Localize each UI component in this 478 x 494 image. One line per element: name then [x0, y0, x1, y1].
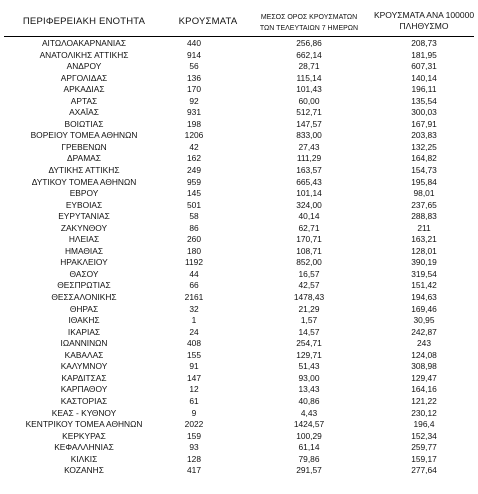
per-100k-cell: 390,19 — [411, 257, 437, 268]
average-cell: 21,29 — [298, 303, 320, 314]
average-cell: 42,57 — [298, 280, 320, 291]
average-cell: 291,57 — [296, 465, 322, 476]
region-cell: ΔΥΤΙΚΗΣ ΑΤΤΙΚΗΣ — [48, 165, 120, 176]
region-cell: ΙΚΑΡΙΑΣ — [67, 326, 101, 337]
average-cell: 40,14 — [298, 211, 320, 222]
region-cell: ΘΑΣΟΥ — [69, 268, 99, 279]
table-row — [0, 361, 478, 373]
average-cell: 16,57 — [298, 268, 320, 279]
cases-cell: 66 — [189, 280, 199, 291]
average-cell: 324,00 — [296, 199, 322, 210]
header-avg-line2: ΤΩΝ ΤΕΛΕΥΤΑΙΩΝ 7 ΗΜΕΡΩΝ — [259, 25, 359, 32]
header-per-line1: ΚΡΟΥΣΜΑΤΑ ΑΝΑ 100000 — [373, 10, 475, 20]
cases-cell: 501 — [187, 199, 201, 210]
table-row — [0, 234, 478, 246]
per-100k-cell: 30,95 — [413, 315, 435, 326]
average-cell: 79,86 — [298, 453, 320, 464]
table-row — [0, 292, 478, 304]
cases-cell: 145 — [187, 188, 201, 199]
table-row — [0, 96, 478, 108]
average-cell: 256,86 — [296, 38, 322, 48]
region-cell: ΑΧΑΪΑΣ — [69, 107, 99, 118]
cases-cell: 914 — [187, 49, 201, 60]
per-100k-cell: 308,98 — [411, 361, 437, 372]
header-per-line2: ΠΛΗΘΥΣΜΟ — [399, 21, 449, 31]
table-row — [0, 130, 478, 142]
average-cell: 60,00 — [298, 95, 320, 106]
average-cell: 101,43 — [296, 84, 322, 95]
average-cell: 662,14 — [296, 49, 322, 60]
cases-cell: 2022 — [184, 419, 204, 430]
per-100k-cell: 208,73 — [411, 38, 437, 48]
table-row — [0, 153, 478, 165]
average-cell: 1,57 — [300, 315, 318, 326]
per-100k-cell: 243 — [417, 338, 431, 349]
cases-cell: 12 — [189, 384, 199, 395]
per-100k-cell: 259,77 — [411, 442, 437, 453]
per-100k-cell: 98,01 — [413, 188, 435, 199]
cases-cell: 198 — [187, 118, 201, 129]
region-cell: ΒΟΙΩΤΙΑΣ — [64, 118, 104, 129]
cases-cell: 408 — [187, 338, 201, 349]
region-cell: ΒΟΡΕΙΟΥ ΤΟΜΕΑ ΑΘΗΝΩΝ — [30, 130, 138, 141]
cases-cell: 56 — [189, 61, 199, 72]
table-row — [0, 396, 478, 408]
cases-cell: 147 — [187, 372, 201, 383]
region-cell: ΑΝΑΤΟΛΙΚΗΣ ΑΤΤΙΚΗΣ — [39, 49, 129, 60]
header-avg-line1: ΜΕΣΟΣ ΟΡΟΣ ΚΡΟΥΣΜΑΤΩΝ — [260, 14, 358, 21]
table-row — [0, 73, 478, 85]
region-cell: ΚΑΛΥΜΝΟΥ — [60, 361, 108, 372]
cases-cell: 931 — [187, 107, 201, 118]
table-header — [0, 0, 478, 36]
cases-cell: 93 — [189, 442, 199, 453]
cases-cell: 61 — [189, 395, 199, 406]
average-cell: 14,57 — [298, 326, 320, 337]
average-cell: 61,14 — [298, 442, 320, 453]
table-row — [0, 84, 478, 96]
region-cell: ΔΡΑΜΑΣ — [67, 153, 101, 164]
region-cell: ΑΡΚΑΔΙΑΣ — [63, 84, 105, 95]
region-cell: ΑΙΤΩΛΟΑΚΑΡΝΑΝΙΑΣ — [41, 38, 127, 48]
table-row — [0, 165, 478, 177]
table-row — [0, 223, 478, 235]
table-row — [0, 431, 478, 443]
cases-cell: 249 — [187, 165, 201, 176]
cases-cell: 58 — [189, 211, 199, 222]
per-100k-cell: 164,16 — [411, 384, 437, 395]
table-row — [0, 419, 478, 431]
table-row — [0, 465, 478, 477]
cases-cell: 91 — [189, 361, 199, 372]
per-100k-cell: 140,14 — [411, 72, 437, 83]
region-cell: ΚΕΑΣ - ΚΥΘΝΟΥ — [51, 407, 117, 418]
region-cell: ΕΒΡΟΥ — [69, 188, 99, 199]
per-100k-cell: 151,42 — [411, 280, 437, 291]
average-cell: 115,14 — [296, 72, 322, 83]
per-100k-cell: 196,4 — [413, 419, 435, 430]
region-cell: ΚΑΣΤΟΡΙΑΣ — [60, 395, 108, 406]
average-cell: 170,71 — [296, 234, 322, 245]
region-cell: ΑΡΤΑΣ — [70, 95, 98, 106]
region-cell: ΚΕΦΑΛΛΗΝΙΑΣ — [54, 442, 114, 453]
table-row — [0, 280, 478, 292]
cases-cell: 44 — [189, 268, 199, 279]
table-row — [0, 350, 478, 362]
region-cell: ΗΡΑΚΛΕΙΟΥ — [60, 257, 108, 268]
region-cell: ΑΡΓΟΛΙΔΑΣ — [60, 72, 108, 83]
header-per-100k — [370, 10, 478, 32]
per-100k-cell: 163,21 — [411, 234, 437, 245]
average-cell: 27,43 — [298, 141, 320, 152]
table-row — [0, 454, 478, 466]
cases-cell: 9 — [191, 407, 197, 418]
region-cell: ΗΜΑΘΙΑΣ — [64, 245, 104, 256]
region-cell: ΘΕΣΠΡΩΤΙΑΣ — [57, 280, 111, 291]
per-100k-cell: 132,25 — [411, 141, 437, 152]
cases-cell: 180 — [187, 245, 201, 256]
average-cell: 147,57 — [296, 118, 322, 129]
cases-cell: 128 — [187, 453, 201, 464]
cases-cell: 92 — [189, 95, 199, 106]
table-row — [0, 246, 478, 258]
per-100k-cell: 203,83 — [411, 130, 437, 141]
per-100k-cell: 196,11 — [411, 84, 437, 95]
per-100k-cell: 152,34 — [411, 430, 437, 441]
region-cell: ΚΕΡΚΥΡΑΣ — [62, 430, 106, 441]
table-row — [0, 315, 478, 327]
cases-cell: 1192 — [184, 257, 203, 268]
average-cell: 62,71 — [298, 222, 320, 233]
table-row — [0, 327, 478, 339]
per-100k-cell: 135,54 — [411, 95, 437, 106]
table-row — [0, 50, 478, 62]
table-row — [0, 61, 478, 73]
region-cell: ΚΕΝΤΡΙΚΟΥ ΤΟΜΕΑ ΑΘΗΝΩΝ — [25, 419, 143, 430]
per-100k-cell: 194,63 — [411, 292, 437, 303]
table-body — [0, 38, 478, 477]
per-100k-cell: 164,82 — [411, 153, 437, 164]
region-cell: ΘΗΡΑΣ — [69, 303, 99, 314]
table-row — [0, 338, 478, 350]
header-cases: ΚΡΟΥΣΜΑΤΑ — [178, 16, 238, 27]
cases-cell: 170 — [187, 84, 201, 95]
average-cell: 1424,57 — [293, 419, 325, 430]
average-cell: 40,86 — [298, 395, 320, 406]
per-100k-cell: 124,08 — [411, 349, 437, 360]
region-cell: ΚΑΡΔΙΤΣΑΣ — [61, 372, 107, 383]
table-row — [0, 142, 478, 154]
cases-cell: 86 — [189, 222, 199, 233]
per-100k-cell: 211 — [417, 222, 431, 233]
average-cell: 93,00 — [298, 372, 320, 383]
average-cell: 129,71 — [296, 349, 322, 360]
average-cell: 28,71 — [298, 61, 320, 72]
region-cell: ΙΘΑΚΗΣ — [68, 315, 100, 326]
header-seven-day-average — [248, 12, 370, 34]
table-row — [0, 304, 478, 316]
per-100k-cell: 319,54 — [411, 268, 437, 279]
average-cell: 163,57 — [296, 165, 322, 176]
cases-cell: 162 — [187, 153, 201, 164]
per-100k-cell: 195,84 — [411, 176, 437, 187]
region-cell: ΑΝΔΡΟΥ — [66, 61, 102, 72]
region-cell: ΗΛΕΙΑΣ — [68, 234, 100, 245]
per-100k-cell: 230,12 — [411, 407, 437, 418]
table-row — [0, 373, 478, 385]
table-row — [0, 119, 478, 131]
region-cell: ΔΥΤΙΚΟΥ ΤΟΜΕΑ ΑΘΗΝΩΝ — [31, 176, 137, 187]
average-cell: 51,43 — [298, 361, 320, 372]
average-cell: 852,00 — [296, 257, 322, 268]
average-cell: 4,43 — [300, 407, 318, 418]
average-cell: 13,43 — [298, 384, 320, 395]
average-cell: 100,29 — [296, 430, 322, 441]
table-row — [0, 107, 478, 119]
per-100k-cell: 128,01 — [411, 245, 437, 256]
per-100k-cell: 300,03 — [411, 107, 437, 118]
region-cell: ΓΡΕΒΕΝΩΝ — [61, 141, 107, 152]
average-cell: 512,71 — [296, 107, 322, 118]
region-cell: ΕΥΒΟΙΑΣ — [65, 199, 103, 210]
average-cell: 111,29 — [296, 153, 322, 164]
per-100k-cell: 154,73 — [411, 165, 437, 176]
region-cell: ΙΩΑΝΝΙΝΩΝ — [60, 338, 108, 349]
per-100k-cell: 288,83 — [411, 211, 437, 222]
table-row — [0, 38, 478, 50]
per-100k-cell: 242,87 — [411, 326, 437, 337]
per-100k-cell: 129,47 — [411, 372, 437, 383]
cases-cell: 42 — [189, 141, 199, 152]
table-row — [0, 177, 478, 189]
header-region: ΠΕΡΙΦΕΡΕΙΑΚΗ ΕΝΟΤΗΤΑ — [22, 16, 146, 27]
region-cell: ΘΕΣΣΑΛΟΝΙΚΗΣ — [51, 292, 117, 303]
region-cell: ΚΙΛΚΙΣ — [70, 453, 98, 464]
table-row — [0, 269, 478, 281]
cases-cell: 155 — [187, 349, 201, 360]
per-100k-cell: 277,64 — [411, 465, 437, 476]
cases-cell: 24 — [189, 326, 199, 337]
cases-cell: 417 — [187, 465, 201, 476]
average-cell: 833,00 — [296, 130, 322, 141]
average-cell: 108,71 — [296, 245, 322, 256]
cases-cell: 440 — [187, 38, 201, 48]
table-row — [0, 408, 478, 420]
table-row — [0, 200, 478, 212]
per-100k-cell: 607,31 — [411, 61, 437, 72]
table-row — [0, 257, 478, 269]
region-cell: ΚΑΡΠΑΘΟΥ — [60, 384, 108, 395]
region-cell: ΕΥΡΥΤΑΝΙΑΣ — [58, 211, 110, 222]
region-cell: ΖΑΚΥΝΘΟΥ — [60, 222, 108, 233]
per-100k-cell: 167,91 — [411, 118, 437, 129]
cases-cell: 260 — [187, 234, 201, 245]
table-row — [0, 188, 478, 200]
cases-cell: 2161 — [184, 292, 204, 303]
cases-cell: 959 — [187, 176, 201, 187]
per-100k-cell: 159,17 — [411, 453, 437, 464]
region-cell: ΚΑΒΑΛΑΣ — [64, 349, 104, 360]
cases-cell: 32 — [189, 303, 199, 314]
per-100k-cell: 181,95 — [411, 49, 437, 60]
cases-cell: 1206 — [184, 130, 204, 141]
per-100k-cell: 237,65 — [411, 199, 437, 210]
average-cell: 101,14 — [296, 188, 322, 199]
table-row — [0, 442, 478, 454]
average-cell: 1478,43 — [293, 292, 325, 303]
table-row — [0, 384, 478, 396]
per-100k-cell: 121,22 — [411, 395, 437, 406]
per-100k-cell: 169,46 — [411, 303, 437, 314]
average-cell: 665,43 — [296, 176, 322, 187]
table-row — [0, 211, 478, 223]
cases-cell: 136 — [187, 72, 201, 83]
region-cell: ΚΟΖΑΝΗΣ — [64, 465, 104, 476]
cases-cell: 159 — [187, 430, 201, 441]
header-divider — [4, 36, 474, 37]
cases-cell: 1 — [191, 315, 197, 326]
average-cell: 254,71 — [296, 338, 322, 349]
